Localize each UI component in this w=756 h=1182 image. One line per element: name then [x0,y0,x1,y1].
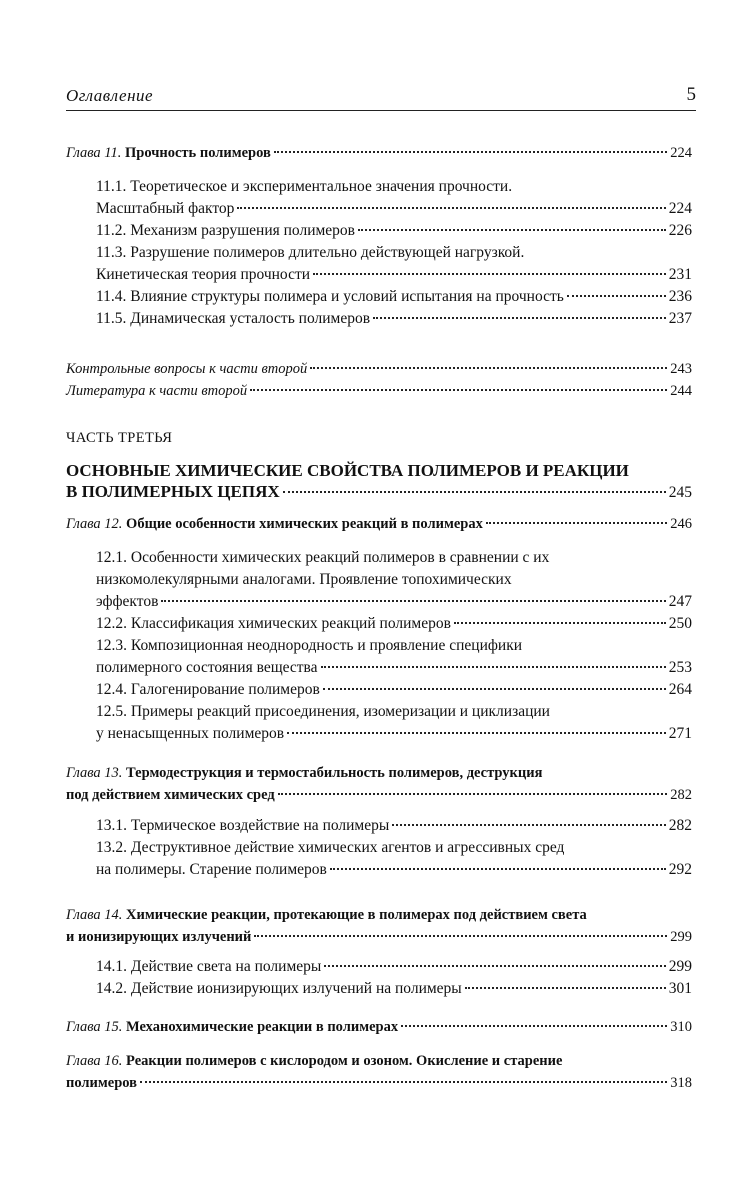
chapter-label: Глава 11. [66,145,122,161]
section-line: 13.2. Деструктивное действие химических агентов и агрессивных сред [96,839,565,856]
section-title: 11.2. Механизм разрушения полимеров [96,222,355,239]
section-title: 12.4. Галогенирование полимеров [96,681,320,698]
chapter-title: Термодеструкция и термостабильность полимеров, деструкция [126,765,543,781]
section-title: Кинетическая теория прочности [96,266,311,283]
toc-entry [96,220,692,242]
dot-leader [454,622,666,624]
chapter-title: Общие особенности химических реакций в полимерах [126,516,483,532]
dot-leader [465,987,666,989]
part-title-line: В ПОЛИМЕРНЫХ ЦЕПЯХ [66,482,280,501]
chapter-label: Глава 12. [66,516,123,532]
chapter-label: Глава 14. [66,907,123,923]
page-ref: 253 [668,659,692,676]
dot-leader [358,229,666,231]
chapter-title: Механохимические реакции в полимерах [126,1019,399,1035]
chapter-heading [66,904,692,926]
toc-chapter-15 [66,1016,692,1038]
toc-entry [66,481,692,503]
page-ref: 243 [670,361,692,377]
dot-leader [486,522,667,524]
toc-sections-11 [66,176,692,330]
chapter-heading [66,762,692,784]
section-title: полимерного состояния вещества [96,659,318,676]
chapter-title: Химические реакции, протекающие в полимерах под действием света [126,907,587,923]
chapter-label: Глава 16. [66,1053,123,1069]
page-ref: 301 [668,980,692,997]
toc-entry [96,859,692,881]
toc-entry [96,613,692,635]
toc-chapter-12 [66,513,692,535]
chapter-heading [66,1050,692,1072]
section-title: у ненасыщенных полимеров [96,725,285,742]
toc-sections-13 [66,815,692,881]
chapter-title: полимеров [66,1075,137,1091]
part-heading [66,460,692,503]
page-ref: 245 [668,484,692,501]
dot-leader [310,367,667,369]
page-ref: 244 [670,383,692,399]
dot-leader [274,151,667,153]
page-ref: 226 [668,222,692,239]
dot-leader [283,491,666,493]
section-title: 14.1. Действие света на полимеры [96,958,322,975]
toc-entry [66,926,692,948]
section-line: 11.1. Теоретическое и экспериментальное значения прочности. [96,178,513,195]
section-line: 12.3. Композиционная неоднородность и проявление специфики [96,637,523,654]
toc-entry [96,286,692,308]
section-line: низкомолекулярными аналогами. Проявление топохимических [96,571,512,588]
page-ref: 310 [670,1019,692,1035]
section-title: на полимеры. Старение полимеров [96,861,327,878]
dot-leader [392,824,665,826]
section-title: 12.2. Классификация химических реакций полимеров [96,615,451,632]
dot-leader [373,317,666,319]
dot-leader [401,1025,667,1027]
running-header [66,84,696,111]
toc-chapter-14 [66,904,692,948]
literature-title: Литература к части второй [66,383,248,399]
page-ref: 318 [670,1075,692,1091]
dot-leader [323,688,666,690]
page-ref: 224 [668,200,692,217]
page-number: 5 [686,84,696,105]
chapter-title: под действием химических сред [66,787,275,803]
toc-sections-12 [66,547,692,745]
page-ref: 282 [670,787,692,803]
chapter-title: Прочность полимеров [124,145,271,161]
toc-entry [66,380,692,402]
page-ref: 231 [668,266,692,283]
dot-leader [278,793,668,795]
section-line: 11.3. Разрушение полимеров длительно действующей нагрузкой. [96,244,525,261]
dot-leader [237,207,665,209]
toc-entry [96,978,692,1000]
section-title: 13.1. Термическое воздействие на полимеры [96,817,390,834]
section-title: 14.2. Действие ионизирующих излучений на полимеры [96,980,462,997]
dot-leader [330,868,666,870]
dot-leader [287,732,666,734]
dot-leader [321,666,666,668]
section-title: Масштабный фактор [96,200,235,217]
toc-entry [96,591,692,613]
toc-chapter-11 [66,142,692,164]
dot-leader [254,935,667,937]
page-ref: 246 [670,516,692,532]
part-label: ЧАСТЬ ТРЕТЬЯ [66,430,173,446]
section-title: эффектов [96,593,159,610]
toc-part-3 [66,430,692,447]
dot-leader [161,600,665,602]
running-title: Оглавление [66,86,154,105]
page-ref: 282 [668,817,692,834]
page-ref: 224 [670,145,692,161]
toc-entry [96,657,692,679]
part-title-line: ОСНОВНЫЕ ХИМИЧЕСКИЕ СВОЙСТВА ПОЛИМЕРОВ И РЕАКЦИИ [66,461,629,480]
page-ref: 237 [668,310,692,327]
toc-entry [96,679,692,701]
chapter-label: Глава 13. [66,765,123,781]
chapter-heading [66,142,692,164]
toc-sections-14 [66,956,692,1000]
chapter-title: Реакции полимеров с кислородом и озоном. Окисление и старение [126,1053,563,1069]
dot-leader [313,273,666,275]
toc-chapter-16 [66,1050,692,1094]
toc-part2-backmatter [66,358,692,402]
section-line: 12.1. Особенности химических реакций полимеров в сравнении с их [96,549,550,566]
toc-entry [66,358,692,380]
page-ref: 271 [668,725,692,742]
toc-entry [96,815,692,837]
toc-entry [96,723,692,745]
section-title: 11.4. Влияние структуры полимера и условий испытания на прочность [96,288,564,305]
toc-entry [96,308,692,330]
chapter-title: и ионизирующих излучений [66,929,252,945]
toc-entry [96,956,692,978]
page-ref: 299 [670,929,692,945]
chapter-label: Глава 15. [66,1019,123,1035]
dot-leader [250,389,667,391]
page-ref: 236 [668,288,692,305]
page-ref: 247 [668,593,692,610]
page-ref: 250 [668,615,692,632]
section-title: 11.5. Динамическая усталость полимеров [96,310,371,327]
questions-title: Контрольные вопросы к части второй [66,361,308,377]
dot-leader [567,295,666,297]
dot-leader [140,1081,667,1083]
toc-entry [66,1072,692,1094]
page-ref: 292 [668,861,692,878]
dot-leader [324,965,665,967]
chapter-heading [66,1016,692,1038]
page-ref: 299 [668,958,692,975]
toc-chapter-13 [66,762,692,806]
toc-entry [66,784,692,806]
toc-entry [96,198,692,220]
page-ref: 264 [668,681,692,698]
chapter-heading [66,513,692,535]
toc-entry [96,264,692,286]
section-line: 12.5. Примеры реакций присоединения, изомеризации и циклизации [96,703,550,720]
